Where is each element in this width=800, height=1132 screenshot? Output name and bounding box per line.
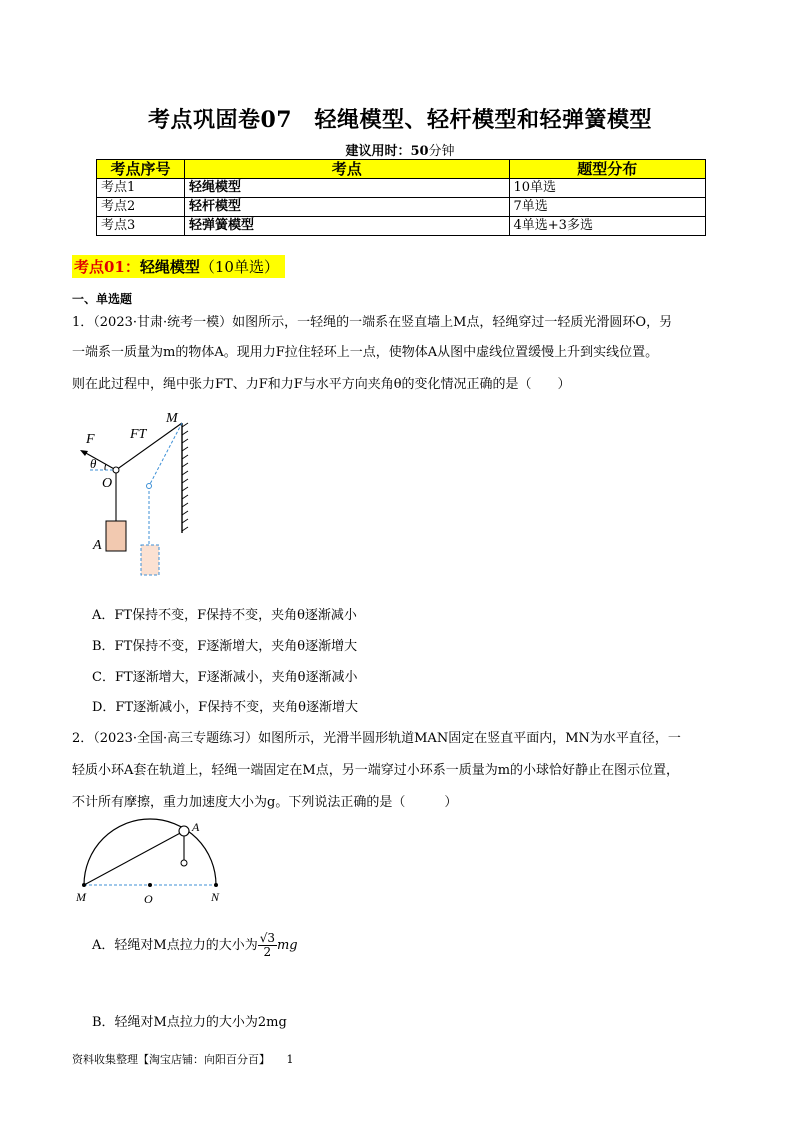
table-cell: 考点3	[97, 217, 185, 236]
table-header-row	[97, 160, 706, 179]
ring-a	[179, 826, 189, 836]
force-arrow	[84, 452, 116, 470]
table-cell: 10单选	[509, 179, 705, 198]
label-f: F	[86, 432, 95, 447]
q2-option-b[interactable]: B．轻绳对M点拉力的大小为2mg	[92, 1015, 287, 1030]
fraction-numerator: √3	[259, 931, 275, 945]
table-row	[97, 179, 706, 198]
page-footer	[72, 1051, 294, 1067]
page-title: 考点巩固卷07 轻绳模型、轻杆模型和轻弹簧模型	[147, 107, 653, 133]
label-o: O	[144, 892, 153, 906]
label-n: N	[211, 890, 220, 904]
q2-option-a-suffix: mg	[276, 938, 298, 953]
q2-option-a-prefix: A．轻绳对M点拉力的大小为	[92, 938, 258, 953]
label-o: O	[102, 476, 113, 491]
label-theta: θ	[90, 456, 97, 471]
q2-line: 轻质小环A套在轨道上，轻绳一端固定在M点，另一端穿过小环系一质量为m的小球恰好静止在图示位置，	[72, 763, 680, 778]
point-n	[214, 883, 218, 887]
wall-hatch	[182, 423, 188, 531]
page-number: 1	[286, 1053, 294, 1066]
suggested-time-label: 建议用时：	[345, 144, 411, 159]
q2-option-a[interactable]	[92, 932, 298, 959]
question-type-heading: 一、单选题	[72, 292, 133, 306]
rope-solid	[116, 423, 182, 470]
ring-o	[113, 467, 119, 473]
table-cell: 轻弹簧模型	[185, 217, 509, 236]
table-cell: 考点2	[97, 198, 185, 217]
table-row	[97, 217, 706, 236]
label-a: A	[192, 820, 200, 834]
suggested-time-value: 50	[410, 144, 429, 159]
ring-dashed	[147, 484, 152, 489]
q1-option-a[interactable]: A．FT保持不变，F保持不变，夹角θ逐渐减小	[92, 608, 357, 623]
label-ft: FT	[130, 427, 147, 442]
block-a	[106, 521, 126, 551]
label-m: M	[76, 890, 86, 904]
table-header: 题型分布	[509, 160, 705, 179]
label-a: A	[93, 538, 102, 553]
fraction	[258, 932, 277, 959]
table-header: 考点序号	[97, 160, 185, 179]
rope-m-a	[84, 831, 184, 885]
ball	[181, 860, 187, 866]
section-name: 轻绳模型	[139, 258, 200, 276]
table-row	[97, 198, 706, 217]
point-m	[82, 883, 86, 887]
q1-option-d[interactable]: D．FT逐渐减小，F保持不变，夹角θ逐渐增大	[92, 700, 358, 715]
section-label: 考点01：	[74, 258, 140, 276]
q2-line: 不计所有摩擦，重力加速度大小为g。下列说法正确的是（ ）	[72, 795, 458, 810]
point-o	[148, 883, 152, 887]
table-cell: 考点1	[97, 179, 185, 198]
topic-distribution-table	[96, 159, 706, 236]
q1-option-b[interactable]: B．FT保持不变，F逐渐增大，夹角θ逐渐增大	[92, 639, 358, 654]
label-m: M	[166, 411, 178, 426]
q1-figure	[72, 405, 202, 585]
q1-line: 1．（2023·甘肃·统考一模）如图所示，一轻绳的一端系在竖直墙上M点，轻绳穿过一轻质光滑圆环O，另	[72, 315, 673, 330]
table-cell: 7单选	[509, 198, 705, 217]
rope-dashed	[149, 423, 182, 486]
fraction-denominator: 2	[263, 945, 272, 959]
table-cell: 4单选+3多选	[509, 217, 705, 236]
q2-figure	[72, 815, 242, 910]
angle-arc	[105, 464, 106, 470]
table-cell: 轻绳模型	[185, 179, 509, 198]
q2-line: 2．（2023·全国·高三专题练习）如图所示，光滑半圆形轨道MAN固定在竖直平面内，MN为水平直径，一	[72, 731, 681, 746]
q1-line: 一端系一质量为m的物体A。现用力F拉住轻环上一点，使物体A从图中虚线位置缓慢上升到实线位置。	[72, 345, 659, 360]
table-cell: 轻杆模型	[185, 198, 509, 217]
q1-option-c[interactable]: C．FT逐渐增大，F逐渐减小，夹角θ逐渐减小	[92, 670, 358, 685]
section-header	[72, 255, 285, 278]
suggested-time	[0, 140, 800, 159]
footer-text: 资料收集整理【淘宝店铺：向阳百分百】	[72, 1053, 265, 1066]
table-header: 考点	[185, 160, 509, 179]
suggested-time-unit: 分钟	[428, 144, 455, 159]
block-dashed	[141, 545, 159, 575]
section-count: （10单选）	[199, 258, 279, 276]
q1-line: 则在此过程中，绳中张力FT、力F和力F与水平方向夹角θ的变化情况正确的是（ ）	[72, 377, 571, 392]
